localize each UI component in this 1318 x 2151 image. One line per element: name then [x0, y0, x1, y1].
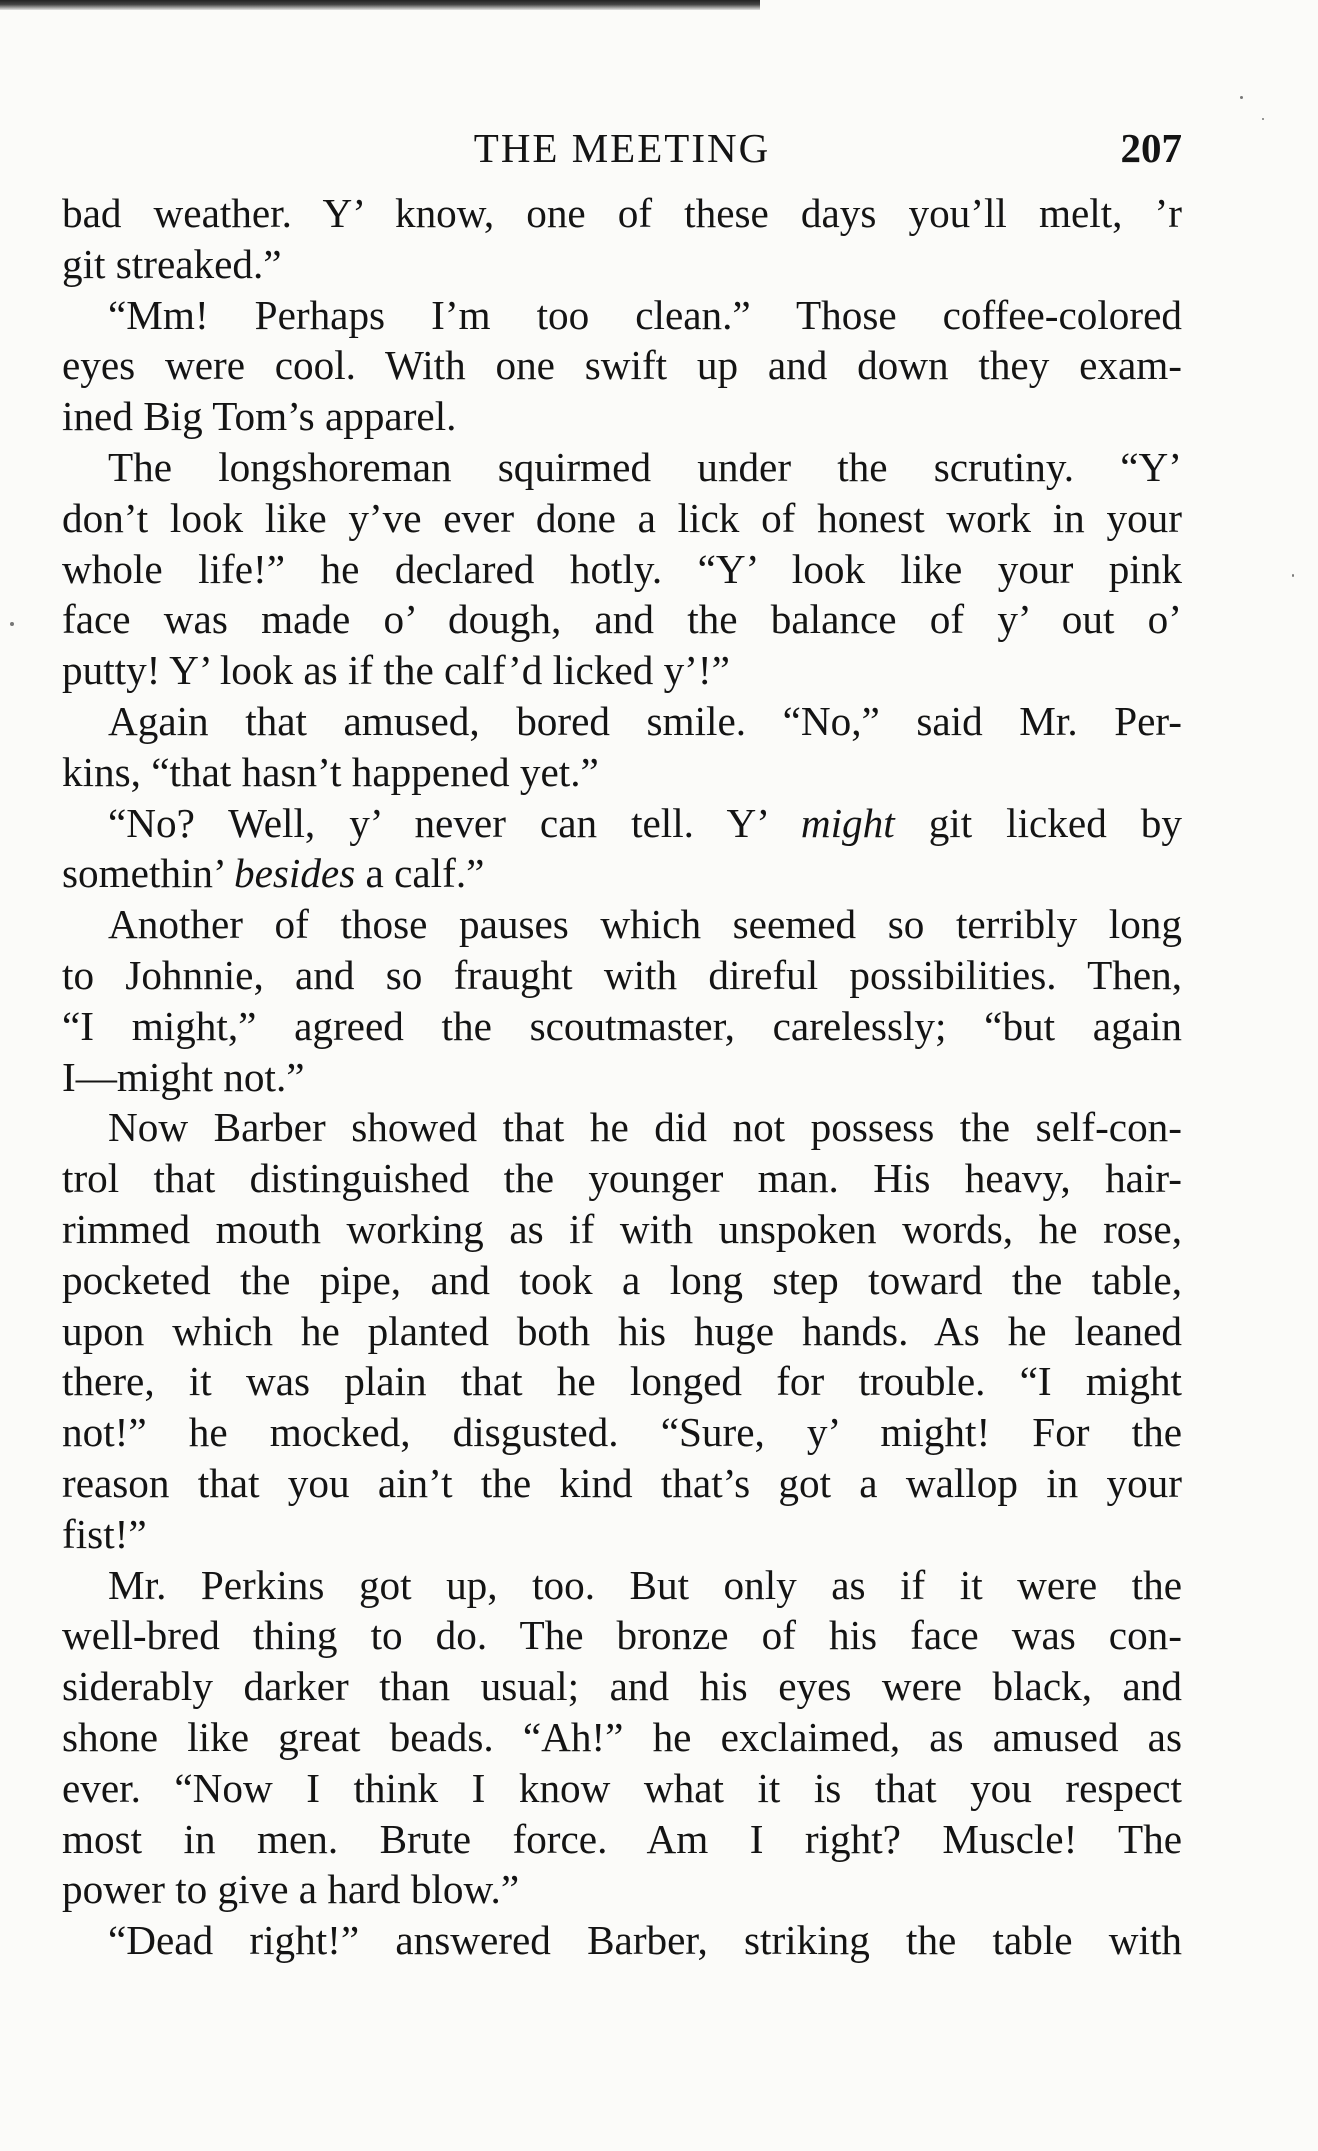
text-line: upon which he planted both his huge hands. As he leaned: [62, 1307, 1182, 1354]
text-line: Mr. Perkins got up, too. But only as if it were the: [108, 1561, 1182, 1608]
text-line: fist!”: [62, 1510, 147, 1557]
text-line: bad weather. Y’ know, one of these days you’ll melt, ’r: [62, 190, 1182, 236]
page-number: 207: [1120, 125, 1182, 171]
text-line: siderably darker than usual; and his eyes were black, and: [62, 1663, 1182, 1710]
text-line: git streaked.”: [62, 240, 282, 287]
text-line: eyes were cool. With one swift up and down they exam-: [62, 342, 1182, 389]
text-line: ever. “Now I think I know what it is that you respect: [62, 1764, 1182, 1811]
text-line: most in men. Brute force. Am I right? Muscle! The: [62, 1815, 1182, 1862]
text-line: The longshoreman squirmed under the scrutiny. “Y’: [108, 443, 1182, 490]
text-line: shone like great beads. “Ah!” he exclaimed, as amused as: [62, 1713, 1182, 1760]
text-line: ined Big Tom’s apparel.: [62, 393, 457, 440]
text-line: to Johnnie, and so fraught with direful possibilities. Then,: [62, 951, 1182, 998]
text-line: “I might,” agreed the scoutmaster, carelessly; “but again: [62, 1002, 1182, 1049]
text-line: Another of those pauses which seemed so terribly long: [108, 901, 1182, 948]
text-line: not!” he mocked, disgusted. “Sure, y’ might! For the: [62, 1409, 1182, 1456]
print-speck: [10, 622, 14, 626]
text-line: there, it was plain that he longed for trouble. “I might: [62, 1358, 1182, 1405]
print-speck: [1262, 118, 1264, 120]
text-line: putty! Y’ look as if the calf’d licked y’!”: [62, 647, 730, 694]
text-line: rimmed mouth working as if with unspoken words, he rose,: [62, 1205, 1182, 1252]
text-line: I—might not.”: [62, 1053, 305, 1100]
text-line: power to give a hard blow.”: [62, 1866, 520, 1913]
text-line: face was made o’ dough, and the balance of y’ out o’: [62, 596, 1182, 643]
text-line: kins, “that hasn’t happened yet.”: [62, 748, 599, 795]
print-speck: [1240, 96, 1243, 99]
text-line: don’t look like y’ve ever done a lick of honest work in your: [62, 494, 1182, 541]
text-line: whole life!” he declared hotly. “Y’ look like your pink: [62, 545, 1182, 592]
text-line: Now Barber showed that he did not possess the self-con-: [108, 1104, 1182, 1151]
body-text: [62, 188, 1182, 1966]
top-edge-rule: [0, 0, 760, 10]
text-line: somethin’ besides a calf.”: [62, 850, 485, 897]
text-line: reason that you ain’t the kind that’s got a wallop in your: [62, 1459, 1182, 1506]
text-line: “No? Well, y’ never can tell. Y’ might git licked by: [108, 799, 1182, 846]
text-line: well-bred thing to do. The bronze of his face was con-: [62, 1612, 1182, 1659]
text-line: trol that distinguished the younger man. His heavy, hair-: [62, 1155, 1182, 1202]
text-line: “Mm! Perhaps I’m too clean.” Those coffee-colored: [108, 291, 1182, 338]
book-page: [62, 124, 1182, 1966]
text-line: “Dead right!” answered Barber, striking the table with: [108, 1917, 1182, 1964]
text-line: Again that amused, bored smile. “No,” said Mr. Per-: [108, 697, 1182, 744]
text-line: pocketed the pipe, and took a long step toward the table,: [62, 1256, 1182, 1303]
print-speck: [1292, 574, 1294, 577]
running-head: [62, 124, 1182, 188]
running-title: THE MEETING: [473, 125, 771, 171]
